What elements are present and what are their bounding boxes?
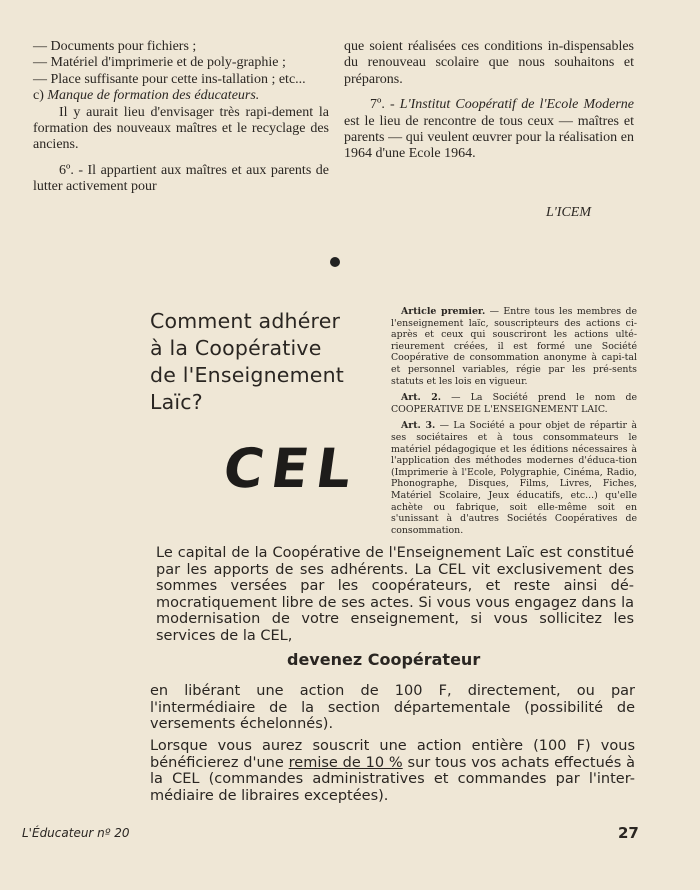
discount-paragraph: [150, 738, 635, 804]
title-line-2: à la Coopérative: [150, 336, 322, 360]
article-2-label: Art. 2.: [401, 392, 442, 404]
item-c-body: Il y aurait lieu d'envisager très rapi-dement la formation des nouveaux maîtres et le recyclage des anciens.: [33, 104, 329, 153]
page-title: [150, 308, 360, 416]
cel-logo: CEL: [219, 437, 364, 500]
signature: L'ICEM: [546, 205, 591, 220]
section-heading: devenez Coopérateur: [287, 650, 481, 669]
action-paragraph: en libérant une action de 100 F, directement, ou par l'intermédiaire de la section départementale (possibilité de versements échelonnés).: [150, 683, 635, 733]
article-1-text: — Entre tous les membres de l'enseignement laïc, souscripteurs des actions ci-après et ceux qui souscriront les actions ulté-rieurement créées, il est formé une Société Coopérative de consommation anonyme à capi-tal et personnel variables, régie par les pré-sents statuts et les lois en vigueur.: [391, 306, 637, 387]
discount-highlight: remise de 10 %: [288, 754, 403, 771]
statute-excerpt: [391, 306, 637, 541]
list-item-documents: — Documents pour fichiers ;: [33, 39, 197, 54]
item-7-body: est le lieu de rencontre de tous ceux — maîtres et parents — qui veulent œuvrer pour la réalisation en 1964 d'une Ecole 1964.: [344, 113, 634, 162]
right-para-1: que soient réalisées ces conditions in-dispensables du renouveau scolaire que nous souhaitons et préparons.: [344, 39, 634, 87]
item-c-title: Manque de formation des éducateurs.: [47, 88, 260, 104]
capital-paragraph: Le capital de la Coopérative de l'Enseignement Laïc est constitué par les apports de ses adhérents. La CEL vit exclusivement des sommes versées par les coopérateurs, et reste ainsi dé-mocratiquement libre de ses actes. Si vous vous engagez dans la modernisation de votre enseignement, si vous sollicitez les services de la CEL,: [156, 545, 634, 644]
article-3-label: Art. 3.: [401, 420, 436, 432]
item-7-title: L'Institut Coopératif de l'Ecole Moderne: [399, 97, 634, 113]
item-7-num: 7º. -: [370, 97, 400, 113]
article-3-text: — La Société a pour objet de répartir à ses sociétaires et à tous consommateurs le matériel pédagogique et les éditions nécessaires à l'application des méthodes modernes d'éduca-tion (Imprimerie à l'Ecole, Polygraphie, Cinéma, Radio, Phonographe, Disques, Films, Livres, Fiches, Matériel Scolaire, Jeux éducatifs, etc...) qu'elle achète ou fabrique, soit elle-même soit en s'unissant à d'autres Sociétés Coopératives de consommation.: [391, 420, 637, 536]
separator-bullet: [330, 257, 340, 267]
article-2: [391, 392, 637, 415]
item-c-prefix: c): [33, 88, 48, 104]
discount-text-a: Lorsque vous aurez souscrit une action entière (100 F) vous bénéficierez d'une: [150, 738, 635, 771]
article-1: [391, 306, 637, 387]
title-line-1: Comment adhérer: [150, 309, 341, 333]
list-item-place: — Place suffisante pour cette ins-tallation ; etc...: [33, 71, 306, 87]
page-number: 27: [618, 824, 639, 842]
discount-text-b: sur tous vos achats effectués à la CEL (commandes administratives et commandes par l'inter-médiaire de libraires exceptées).: [150, 754, 635, 804]
article-2-text: — La Société prend le nom de COOPERATIVE DE L'ENSEIGNEMENT LAIC.: [391, 392, 638, 415]
article-1-label: Article premier.: [401, 306, 486, 317]
title-line-3: de l'Enseignement: [150, 363, 345, 387]
item-6: 6º. - Il appartient aux maîtres et aux parents de lutter activement pour: [33, 162, 329, 195]
right-column: [344, 39, 634, 163]
item-7: [344, 97, 634, 163]
left-column: [33, 39, 329, 196]
title-line-4: Laïc?: [150, 390, 203, 414]
article-3: [391, 420, 637, 536]
item-c: [33, 88, 329, 104]
publication-name: L'Éducateur nº 20: [22, 826, 130, 840]
list-item-materiel: — Matériel d'imprimerie et de poly-graphie ;: [33, 55, 286, 71]
